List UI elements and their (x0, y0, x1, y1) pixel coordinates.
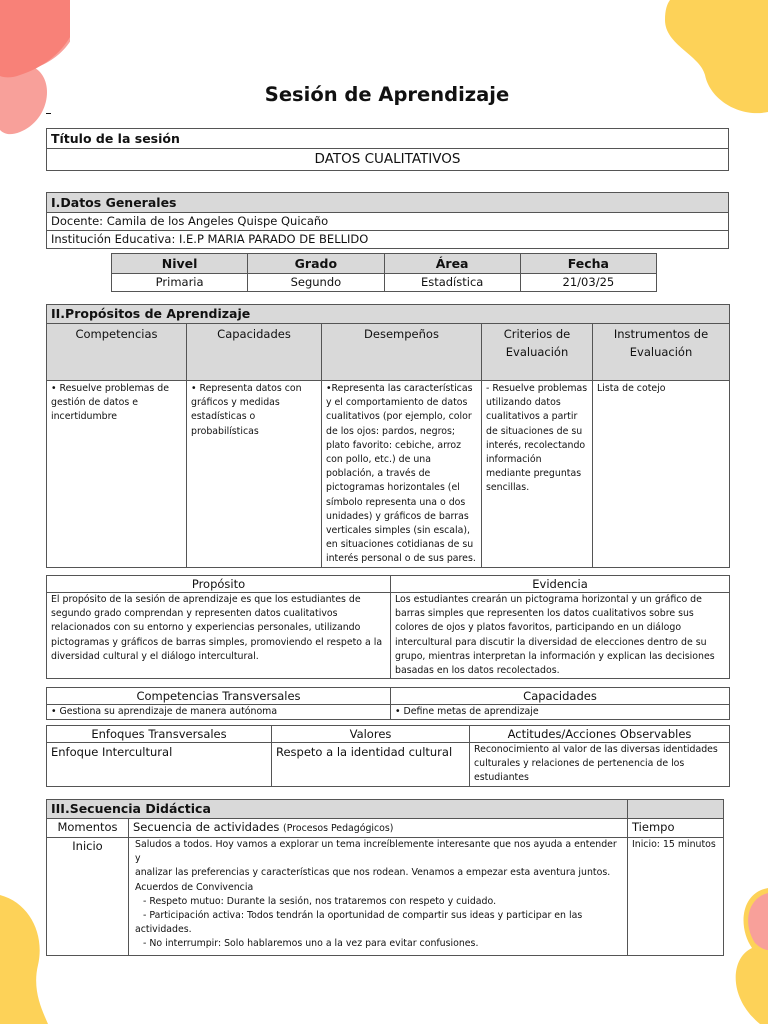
col-desempenos: Desempeños (322, 324, 482, 381)
info-header-grado: Grado (248, 254, 384, 274)
col-instrumentos: Instrumentos de Evaluación (593, 324, 730, 381)
approach-value: Enfoque Intercultural (47, 743, 272, 787)
didactic-sequence-table (46, 799, 724, 956)
underscore-mark (46, 113, 51, 114)
info-header-nivel: Nivel (112, 254, 248, 274)
inicio-line: analizar las preferencias y características que nos rodean. Venamos a empezar esta aventura juntos. (135, 867, 611, 879)
didactic-sequence-heading-blank (628, 800, 724, 819)
transversal-competencies-header: Competencias Transversales (47, 688, 391, 705)
col-capacidades: Capacidades (187, 324, 322, 381)
general-data-heading: I.Datos Generales (47, 193, 729, 213)
info-header-area: Área (384, 254, 520, 274)
col-criterios: Criterios de Evaluación (482, 324, 593, 381)
inicio-activities (129, 838, 628, 956)
transversal-capacity-value: • Define metas de aprendizaje (391, 705, 730, 720)
info-header-fecha: Fecha (520, 254, 656, 274)
transversal-competencies-table (46, 687, 730, 720)
values-header: Valores (272, 726, 470, 743)
info-value-nivel: Primaria (112, 274, 248, 292)
page-title: Sesión de Aprendizaje (264, 83, 510, 106)
value-value: Respeto a la identidad cultural (272, 743, 470, 787)
col-secuencia-sublabel: (Procesos Pedagógicos) (283, 823, 394, 834)
decorative-blob-bottom-left (0, 895, 50, 1024)
info-value-grado: Segundo (248, 274, 384, 292)
cell-desempeno: •Representa las características y el comportamiento de datos cualitativos (por ejemplo, color de los ojos: pardos, negros; plato favorito: cebiche, arroz con pollo, etc.) de una población, a través de pictogramas horizontales (el símbolo representa una o dos unidades) y gráficos de barras verticales simples (sin escala), en situaciones cotidianas de su interés personal o de sus pares. (322, 381, 482, 568)
session-title-value: DATOS CUALITATIVOS (47, 149, 729, 171)
evidence-text: Los estudiantes crearán un pictograma horizontal y un gráfico de barras simples que representen los datos cualitativos sobre sus colores de ojos y platos favoritos, participando en un diálogo intercultural para discutir la diversidad de elecciones dentro de su grupo, mientras interpretan la información y explican las decisiones basadas en los datos recolectados. (391, 593, 730, 679)
institution-name: Institución Educativa: I.E.P MARIA PARADO DE BELLIDO (47, 231, 729, 249)
transversal-approaches-table (46, 725, 730, 787)
session-title-table (46, 128, 729, 171)
transversal-competency-value: • Gestiona su aprendizaje de manera autónoma (47, 705, 391, 720)
info-value-fecha: 21/03/25 (520, 274, 656, 292)
col-secuencia-label: Secuencia de actividades (133, 820, 280, 834)
col-secuencia (129, 819, 628, 838)
learning-purposes-heading: II.Propósitos de Aprendizaje (47, 305, 730, 324)
decorative-blob-top-left (0, 0, 70, 140)
purpose-evidence-table (46, 575, 730, 679)
inicio-line: - Participación activa: Todos tendrán la oportunidad de compartir sus ideas y participar en las (143, 910, 583, 922)
inicio-line: actividades. (135, 924, 192, 936)
inicio-time: Inicio: 15 minutos (628, 838, 724, 956)
general-data-table (46, 192, 729, 249)
session-title-label: Título de la sesión (47, 129, 729, 149)
inicio-line: - Respeto mutuo: Durante la sesión, nos trataremos con respeto y cuidado. (143, 895, 497, 907)
col-tiempo: Tiempo (628, 819, 724, 838)
purpose-text: El propósito de la sesión de aprendizaje es que los estudiantes de segundo grado comprendan y representen datos cualitativos relacionados con su entorno y experiencias personales, utilizando pictogramas y gráficos de barras simples, promoviendo el respeto a la diversidad cultural y el diálogo intercultural. (47, 593, 391, 679)
attitude-value: Reconocimiento al valor de las diversas identidades culturales y relaciones de pertenencia de los estudiantes (470, 743, 730, 787)
cell-criterio: - Resuelve problemas utilizando datos cualitativos a partir de situaciones de su interés, recolectando información mediante preguntas sencillas. (482, 381, 593, 568)
info-table (111, 253, 657, 292)
cell-capacidad: • Representa datos con gráficos y medidas estadísticas o probabilísticas (187, 381, 322, 568)
purpose-header: Propósito (47, 576, 391, 593)
col-momentos: Momentos (47, 819, 129, 838)
cell-instrumento: Lista de cotejo (593, 381, 730, 568)
didactic-sequence-heading: III.Secuencia Didáctica (47, 800, 628, 819)
evidence-header: Evidencia (391, 576, 730, 593)
attitudes-header: Actitudes/Acciones Observables (470, 726, 730, 743)
cell-competencia: • Resuelve problemas de gestión de datos e incertidumbre (47, 381, 187, 568)
info-value-area: Estadística (384, 274, 520, 292)
col-competencias: Competencias (47, 324, 187, 381)
moment-inicio: Inicio (47, 838, 129, 956)
teacher-name: Docente: Camila de los Angeles Quispe Quicaño (47, 213, 729, 231)
learning-purposes-table (46, 304, 730, 568)
inicio-line: - No interrumpir: Solo hablaremos uno a la vez para evitar confusiones. (143, 938, 479, 950)
approaches-header: Enfoques Transversales (47, 726, 272, 743)
inicio-line: Acuerdos de Convivencia (135, 881, 254, 893)
inicio-line: Saludos a todos. Hoy vamos a explorar un tema increíblemente interesante que nos ayuda a entender y (135, 839, 617, 865)
transversal-capacities-header: Capacidades (391, 688, 730, 705)
